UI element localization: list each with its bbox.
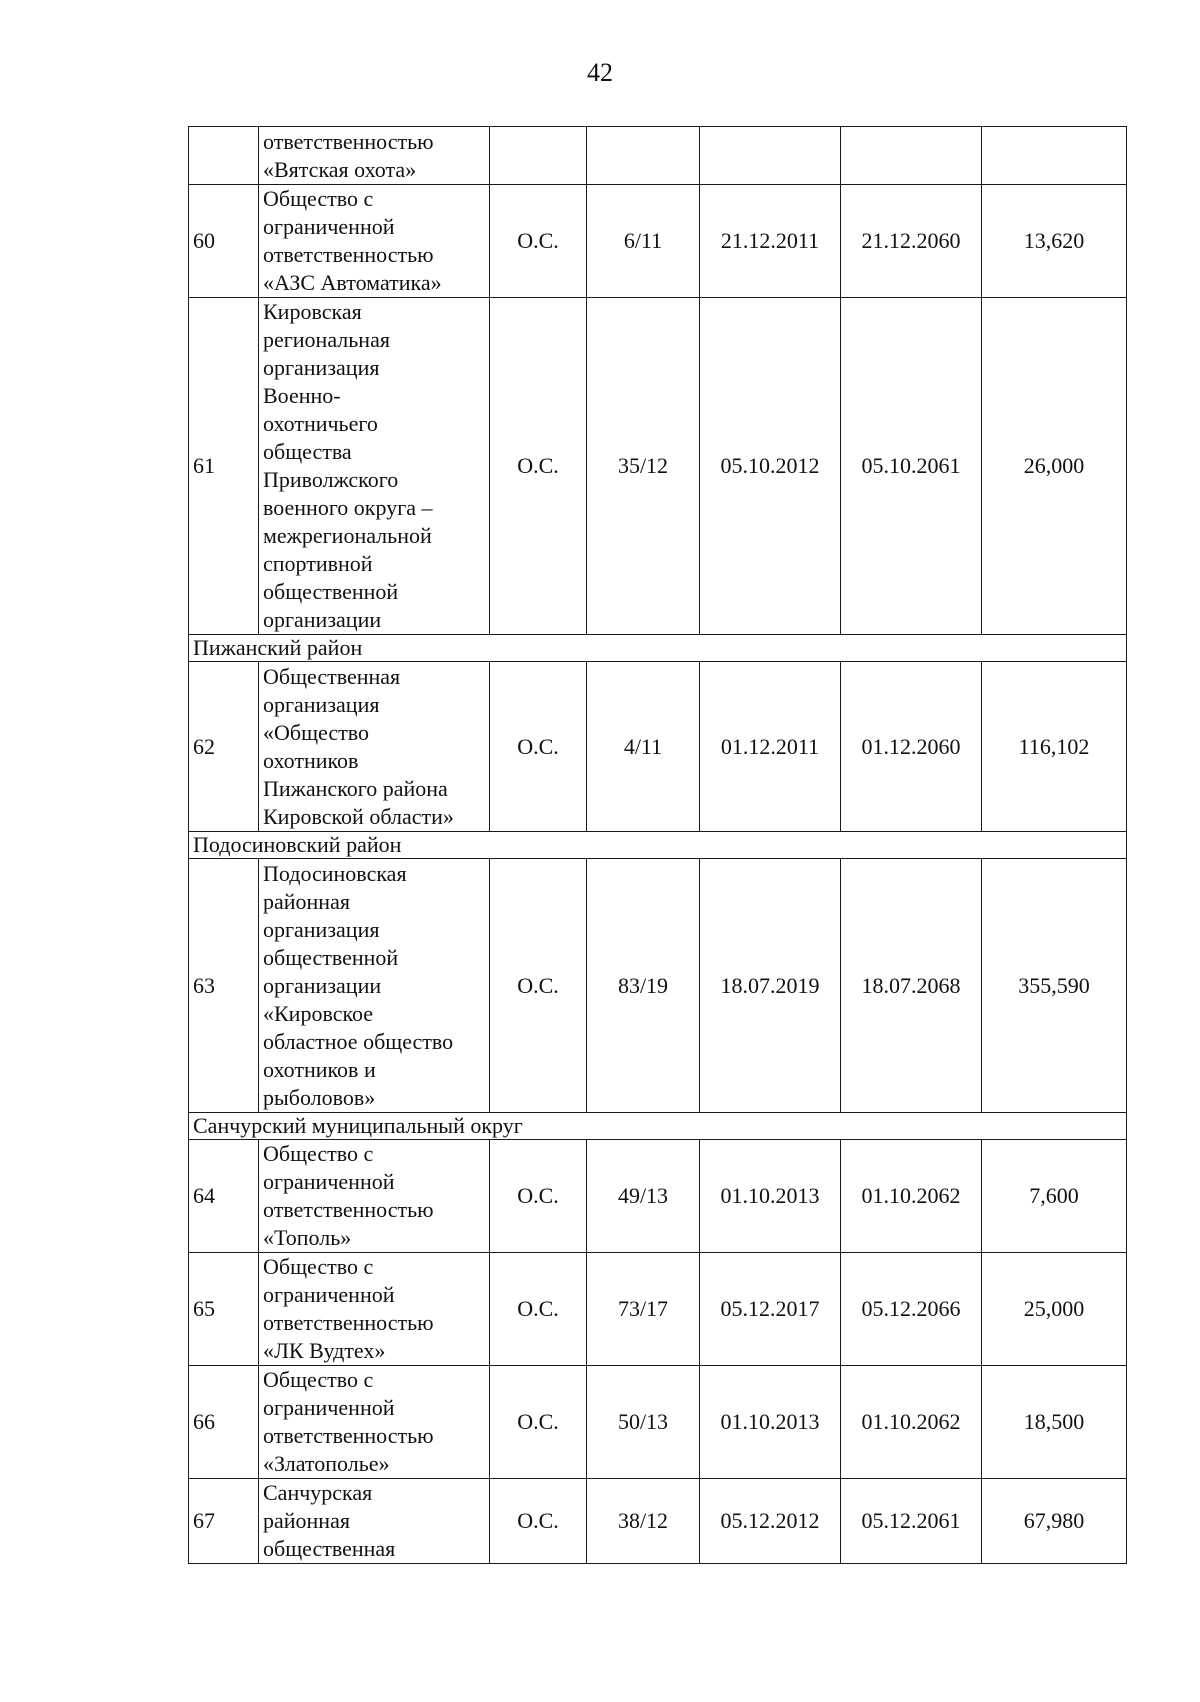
organization-name-line: «Тополь» [263,1225,352,1250]
organization-name-line: ответственностью [263,128,434,154]
form-cell: О.С. [490,185,587,298]
organization-name-line: ограниченной [263,1395,395,1420]
row-number-cell: 62 [189,662,259,832]
region-header-row [189,1113,1127,1140]
organization-name-cell [259,185,490,298]
organization-name-line: организация [263,355,380,380]
organization-name-cell [259,859,490,1113]
end-date-cell: 05.12.2061 [841,1479,982,1564]
region-header-row [189,635,1127,662]
row-number-cell: 60 [189,185,259,298]
organization-name-line: рыболовов» [263,1084,376,1110]
organization-name-line: общества [263,439,352,464]
organization-name-line: общественной [263,944,399,970]
organization-name-line: охотников и [263,1056,376,1082]
end-date-cell [841,127,982,185]
agreement-number-cell: 49/13 [587,1140,700,1253]
start-date-cell: 21.12.2011 [700,185,841,298]
row-number-cell: 65 [189,1253,259,1366]
organization-name-line: «ЛК Вудтех» [263,1338,386,1363]
organization-name-line: Общество с [263,1367,374,1392]
form-cell: О.С. [490,1253,587,1366]
organization-name-line: Подосиновская [263,860,407,886]
area-cell: 67,980 [982,1479,1127,1564]
form-cell: О.С. [490,298,587,635]
region-label: Санчурский муниципальный округ [189,1113,1127,1140]
organization-name-line: региональная [263,327,390,352]
area-cell [982,127,1127,185]
table-row [189,1479,1127,1564]
region-label: Подосиновский район [189,832,1127,859]
start-date-cell: 01.10.2013 [700,1140,841,1253]
agreement-number-cell: 35/12 [587,298,700,635]
organization-name-line: районная [263,1508,350,1533]
organization-name-line: областное общество [263,1028,454,1054]
organization-name-line: ответственностью [263,1310,434,1335]
agreement-number-cell: 4/11 [587,662,700,832]
row-number-cell [189,127,259,185]
start-date-cell: 18.07.2019 [700,859,841,1113]
start-date-cell: 01.12.2011 [700,662,841,832]
table-row [189,185,1127,298]
organization-name-line: общественной [263,579,399,604]
organization-name-line: Приволжского [263,467,399,492]
end-date-cell: 05.12.2066 [841,1253,982,1366]
organization-name-line: Военно- [263,383,341,408]
form-cell: О.С. [490,1140,587,1253]
organization-name-line: Санчурская [263,1480,373,1505]
organization-name-line: организации [263,607,382,632]
row-number-cell: 64 [189,1140,259,1253]
organization-name-line: Кировская [263,299,362,324]
hunting-grounds-table [188,126,1127,1564]
organization-name-line: ограниченной [263,1282,395,1307]
organization-name-cell [259,1366,490,1479]
table-row [189,298,1127,635]
end-date-cell: 18.07.2068 [841,859,982,1113]
area-cell: 116,102 [982,662,1127,832]
organization-name-line: Пижанского района [263,775,448,801]
organization-name-line: ответственностью [263,1423,434,1448]
table-row [189,1140,1127,1253]
area-cell: 355,590 [982,859,1127,1113]
region-header-row [189,832,1127,859]
organization-name-line: охотников [263,747,359,773]
row-number-cell: 61 [189,298,259,635]
organization-name-line: Общество с [263,1254,374,1279]
organization-name-line: Общественная [263,663,401,689]
organization-name-line: ограниченной [263,1169,395,1194]
end-date-cell: 21.12.2060 [841,185,982,298]
organization-name-line: Общество с [263,186,374,211]
area-cell: 26,000 [982,298,1127,635]
agreement-number-cell: 6/11 [587,185,700,298]
agreement-number-cell: 38/12 [587,1479,700,1564]
agreement-number-cell: 83/19 [587,859,700,1113]
table-row [189,662,1127,832]
organization-name-line: военного округа – [263,495,433,520]
organization-name-line: организация [263,916,380,942]
region-label: Пижанский район [189,635,1127,662]
organization-name-line: Кировской области» [263,803,454,829]
organization-name-line: районная [263,888,350,914]
organization-name-cell [259,1253,490,1366]
agreement-number-cell [587,127,700,185]
organization-name-line: «Общество [263,719,369,745]
end-date-cell: 01.12.2060 [841,662,982,832]
organization-name-cell [259,1140,490,1253]
form-cell: О.С. [490,662,587,832]
organization-name-line: общественная [263,1536,396,1561]
start-date-cell [700,127,841,185]
row-number-cell: 66 [189,1366,259,1479]
form-cell: О.С. [490,1366,587,1479]
table-body [189,127,1127,1564]
organization-name-line: «АЗС Автоматика» [263,270,442,295]
organization-name-line: организации [263,972,382,998]
table-row [189,1366,1127,1479]
table-row [189,1253,1127,1366]
row-number-cell: 63 [189,859,259,1113]
organization-name-line: «Златополье» [263,1451,390,1476]
table-row [189,859,1127,1113]
table-row [189,127,1127,185]
organization-name-line: ограниченной [263,214,395,239]
start-date-cell: 05.12.2012 [700,1479,841,1564]
form-cell: О.С. [490,1479,587,1564]
organization-name-line: межрегиональной [263,523,432,548]
agreement-number-cell: 50/13 [587,1366,700,1479]
area-cell: 18,500 [982,1366,1127,1479]
organization-name-cell [259,1479,490,1564]
organization-name-cell [259,127,490,185]
organization-name-line: Общество с [263,1141,374,1166]
area-cell: 13,620 [982,185,1127,298]
organization-name-line: охотничьего [263,411,378,436]
organization-name-line: ответственностью [263,1197,434,1222]
row-number-cell: 67 [189,1479,259,1564]
organization-name-cell [259,662,490,832]
area-cell: 7,600 [982,1140,1127,1253]
page-number: 42 [587,58,613,87]
organization-name-line: «Кировское [263,1000,374,1026]
start-date-cell: 01.10.2013 [700,1366,841,1479]
end-date-cell: 01.10.2062 [841,1140,982,1253]
start-date-cell: 05.12.2017 [700,1253,841,1366]
form-cell [490,127,587,185]
organization-name-line: «Вятская охота» [263,156,417,182]
agreement-number-cell: 73/17 [587,1253,700,1366]
area-cell: 25,000 [982,1253,1127,1366]
end-date-cell: 05.10.2061 [841,298,982,635]
organization-name-line: организация [263,691,380,717]
organization-name-line: ответственностью [263,242,434,267]
organization-name-cell [259,298,490,635]
organization-name-line: спортивной [263,551,373,576]
form-cell: О.С. [490,859,587,1113]
start-date-cell: 05.10.2012 [700,298,841,635]
end-date-cell: 01.10.2062 [841,1366,982,1479]
